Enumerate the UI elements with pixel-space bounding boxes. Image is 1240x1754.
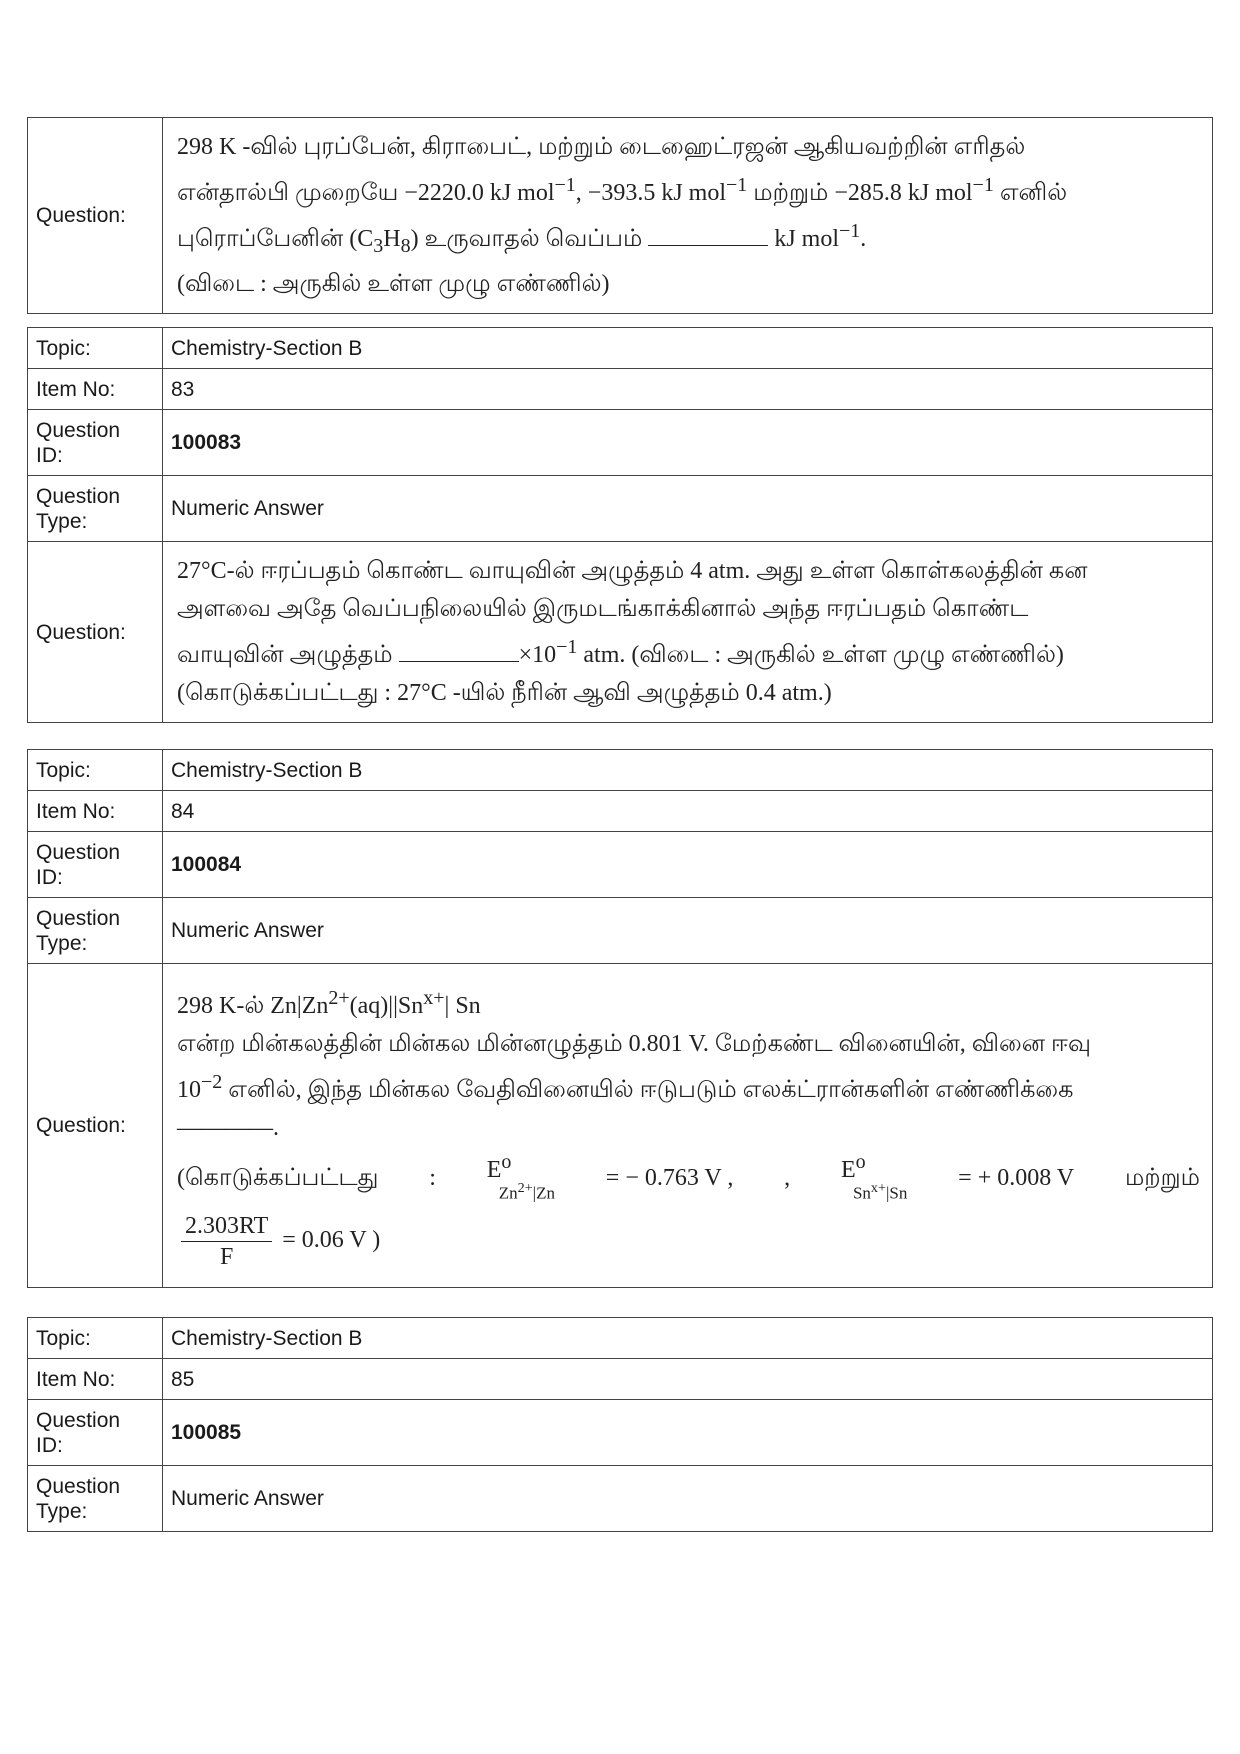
q83-line-1: 27°C-ல் ஈரப்பதம் கொண்ட வாயுவின் அழுத்தம் 4 atm. அது உள்ள கொள்கலத்தின் கன [177, 558, 1088, 584]
question-83-table [27, 327, 1213, 723]
item-no-label: Item No: [28, 369, 163, 410]
item-no-label: Item No: [28, 791, 163, 832]
q82-line-3: புரொப்பேனின் $(C_3H_8)$ உருவாதல் வெப்பம் kJ mol$^{-1}$. [177, 220, 867, 257]
q84-fraction-line: $\frac{2.303RT}{F}$ = 0.06 V ) [177, 1211, 1200, 1272]
q84-given-line: (கொடுக்கப்பட்டது : $E^o$ $Zn^{2+}|Zn$ = − 0.763 V , , $E^o$ $Sn^{x+}|Sn$ = + 0.008 V மற்றும் [177, 1151, 1200, 1203]
question-id-value: 100085 [163, 1400, 1213, 1466]
question-82-text [163, 118, 1213, 314]
question-id-label: Question ID: [28, 410, 163, 476]
q82-line-2: என்தால்பி முறையே −2220.0 kJ mol$^{-1}$, −393.5 kJ mol$^{-1}$ மற்றும் −285.8 kJ mol$^{-1}$ எனில் [177, 174, 1068, 206]
question-type-value: Numeric Answer [163, 1466, 1213, 1532]
q84-line-1: 298 K-ல் $Zn|Zn^{2+}(aq)||Sn^{x+}|$ Sn [177, 987, 481, 1020]
question-label: Question: [28, 964, 163, 1288]
q83-line-3: வாயுவின் அழுத்தம் $\times 10^{-1}$ atm. (விடை : அருகில் உள்ள முழு எண்ணில்) [177, 636, 1064, 668]
item-no-label: Item No: [28, 1359, 163, 1400]
topic-label: Topic: [28, 328, 163, 369]
question-84-text [163, 964, 1213, 1288]
topic-value: Chemistry-Section B [163, 750, 1213, 791]
e-zn-formula: $E^o$ $Zn^{2+}|Zn$ [486, 1151, 555, 1203]
question-type-value: Numeric Answer [163, 476, 1213, 542]
question-85-table [27, 1317, 1213, 1532]
q82-line-4: (விடை : அருகில் உள்ள முழு எண்ணில்) [177, 270, 610, 297]
fraction-2303rt-f: $\frac{2.303RT}{F}$ [181, 1211, 272, 1272]
q84-line-3: $10^{-2}$ எனில், இந்த மின்கல வேதிவினையில் ஈடுபடும் எலக்ட்ரான்களின் எண்ணிக்கை [177, 1071, 1074, 1104]
q83-line-4: (கொடுக்கப்பட்டது : 27°C -யில் நீரின் ஆவி அழுத்தம் 0.4 atm.) [177, 680, 832, 706]
question-82-table [27, 117, 1213, 314]
e-sn-formula: $E^o$ $Sn^{x+}|Sn$ [840, 1151, 908, 1203]
question-id-label: Question ID: [28, 1400, 163, 1466]
question-id-value: 100083 [163, 410, 1213, 476]
question-type-value: Numeric Answer [163, 898, 1213, 964]
q83-line-2: அளவை அதே வெப்பநிலையில் இருமடங்காக்கினால் அந்த ஈரப்பதம் கொண்ட [177, 596, 1029, 622]
item-no-value: 85 [163, 1359, 1213, 1400]
item-no-value: 84 [163, 791, 1213, 832]
question-type-label: Question Type: [28, 898, 163, 964]
question-id-value: 100084 [163, 832, 1213, 898]
question-type-label: Question Type: [28, 1466, 163, 1532]
q82-line-1: 298 K -வில் புரப்பேன், கிராபைட், மற்றும் டைஹைட்ரஜன் ஆகியவற்றின் எரிதல் [177, 134, 1026, 160]
answer-blank [648, 223, 768, 246]
topic-label: Topic: [28, 750, 163, 791]
topic-value: Chemistry-Section B [163, 328, 1213, 369]
question-label: Question: [28, 542, 163, 723]
question-84-table [27, 749, 1213, 1288]
topic-value: Chemistry-Section B [163, 1318, 1213, 1359]
question-type-label: Question Type: [28, 476, 163, 542]
question-83-text [163, 542, 1213, 723]
q84-line-2: என்ற மின்கலத்தின் மின்கல மின்னழுத்தம் 0.801 V. மேற்கண்ட வினையின், வினை ஈவு [177, 1031, 1091, 1058]
question-label: Question: [28, 118, 163, 314]
item-no-value: 83 [163, 369, 1213, 410]
question-id-label: Question ID: [28, 832, 163, 898]
q84-line-4: ————. [177, 1115, 279, 1142]
answer-blank [399, 639, 519, 662]
topic-label: Topic: [28, 1318, 163, 1359]
